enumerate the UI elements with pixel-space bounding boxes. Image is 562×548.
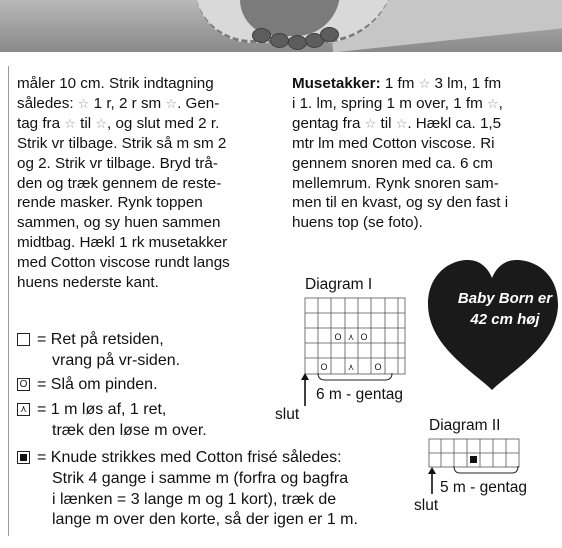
photo-toe: [320, 27, 339, 42]
musetakker-first-line: [292, 74, 560, 94]
legend-text: [37, 375, 427, 396]
knot-stitch-icon: [470, 456, 477, 463]
star-icon: ☆: [77, 95, 90, 111]
photo-toe: [252, 28, 271, 43]
column-rule: [8, 66, 9, 536]
decrease-icon: ⋏: [347, 362, 355, 372]
paragraph-line: måler 10 cm. Strik indtagning: [17, 75, 214, 92]
star-icon: ☆: [486, 95, 499, 111]
diagram2-start-label: slut: [414, 497, 439, 514]
star-icon: ☆: [395, 115, 408, 131]
paragraph-line: mtr lm med Cotton viscose. Ri: [292, 134, 495, 152]
paragraph-line: huens top (se foto).: [292, 214, 423, 232]
musetakker-lines: [292, 94, 560, 233]
paragraph-line: men til en kvast, og sy den fast i: [292, 194, 509, 212]
musetakker-intro: 1 fm ☆ 3 lm, 1 fm: [380, 75, 502, 92]
legend-line: træk den løse m over.: [52, 421, 207, 439]
star-icon: ☆: [64, 115, 76, 131]
paragraph-line: rende masker. Rynk toppen: [17, 194, 203, 212]
star-icon: ☆: [418, 76, 431, 91]
paragraph-line: i 1. lm, spring 1 m over, 1 fm ☆,: [292, 94, 503, 112]
yarn-over-icon: O: [320, 362, 328, 372]
yarn-over-icon: O: [17, 378, 30, 391]
legend-item-plain: [17, 330, 417, 372]
paragraph-line: således: ☆ 1 r, 2 r sm ☆. Gen-: [17, 94, 220, 112]
legend-line: = Knude strikkes med Cotton frisé således:: [37, 449, 342, 466]
diagram2-repeat-label: 5 m - gentag: [440, 479, 528, 496]
star-icon: ☆: [165, 95, 178, 111]
diagram1-repeat-label: 6 m - gentag: [316, 386, 404, 403]
star-icon: ☆: [95, 115, 108, 131]
legend-line: = 1 m løs af, 1 ret,: [37, 401, 167, 418]
empty-square-icon: [17, 333, 30, 346]
yarn-over-icon: O: [374, 362, 382, 372]
photo-strip: [0, 0, 562, 52]
legend-text: [37, 448, 427, 531]
diagram2-title: Diagram II: [429, 417, 501, 434]
yarn-over-icon: O: [334, 332, 342, 342]
paragraph-line: gennem snoren med ca. 6 cm: [292, 154, 493, 172]
diagram1-title: Diagram I: [305, 276, 373, 293]
legend-text: [37, 330, 427, 372]
legend-item-yarn-over: [17, 375, 417, 397]
paragraph-line: Strik vr tilbage. Strik så m sm 2: [17, 134, 227, 152]
filled-square-icon: [17, 451, 30, 464]
legend-text: [37, 400, 427, 442]
decrease-icon: ⋏: [17, 403, 30, 416]
diagram2-grid: [424, 437, 524, 479]
instructions-left-column: [17, 74, 279, 293]
yarn-over-icon: O: [360, 332, 368, 342]
photo-toe: [288, 35, 307, 50]
paragraph-line: mellemrum. Rynk snoren sam-: [292, 174, 499, 192]
paragraph-line: sammen, og sy huen sammen: [17, 214, 221, 232]
paragraph-line: gentag fra ☆ til ☆. Hækl ca. 1,5: [292, 114, 502, 132]
paragraph-line: huens nederste kant.: [17, 274, 159, 292]
paragraph-line: og 2. Strik vr tilbage. Bryd trå-: [17, 154, 218, 172]
paragraph-line: med Cotton viscose rundt langs: [17, 254, 230, 272]
legend-line: i lænken = 3 lange m og 1 kort), træk de: [52, 490, 337, 508]
heart-caption: [440, 288, 562, 330]
star-icon: ☆: [364, 115, 377, 131]
heart-line-1: Baby Born er: [457, 290, 553, 307]
legend-line: = Ret på retsiden,: [37, 331, 164, 348]
paragraph-line: midtbag. Hækl 1 rk musetakker: [17, 234, 228, 252]
instructions-right-column: [292, 74, 560, 233]
legend-line: Strik 4 gange i samme m (forfra og bagfra: [52, 469, 349, 487]
legend-item-knot: [17, 448, 417, 538]
diagram2-start-arrow: [425, 466, 439, 496]
musetakker-heading: Musetakker:: [292, 75, 381, 92]
paragraph-line: den og træk gennem de reste-: [17, 174, 222, 192]
legend-line: lange m over den korte, så der igen er 1 m.: [52, 511, 358, 529]
legend-line: vrang på vr-siden.: [52, 351, 181, 369]
diagram1-start-label: slut: [275, 406, 300, 423]
paragraph-line: tag fra ☆ til ☆, og slut med 2 r.: [17, 114, 220, 132]
photo-toe: [270, 33, 289, 48]
legend-line: = Slå om pinden.: [37, 376, 158, 393]
legend-item-decrease: [17, 400, 417, 442]
heart-line-2: 42 cm høj: [470, 311, 540, 328]
decrease-icon: ⋏: [347, 332, 355, 342]
